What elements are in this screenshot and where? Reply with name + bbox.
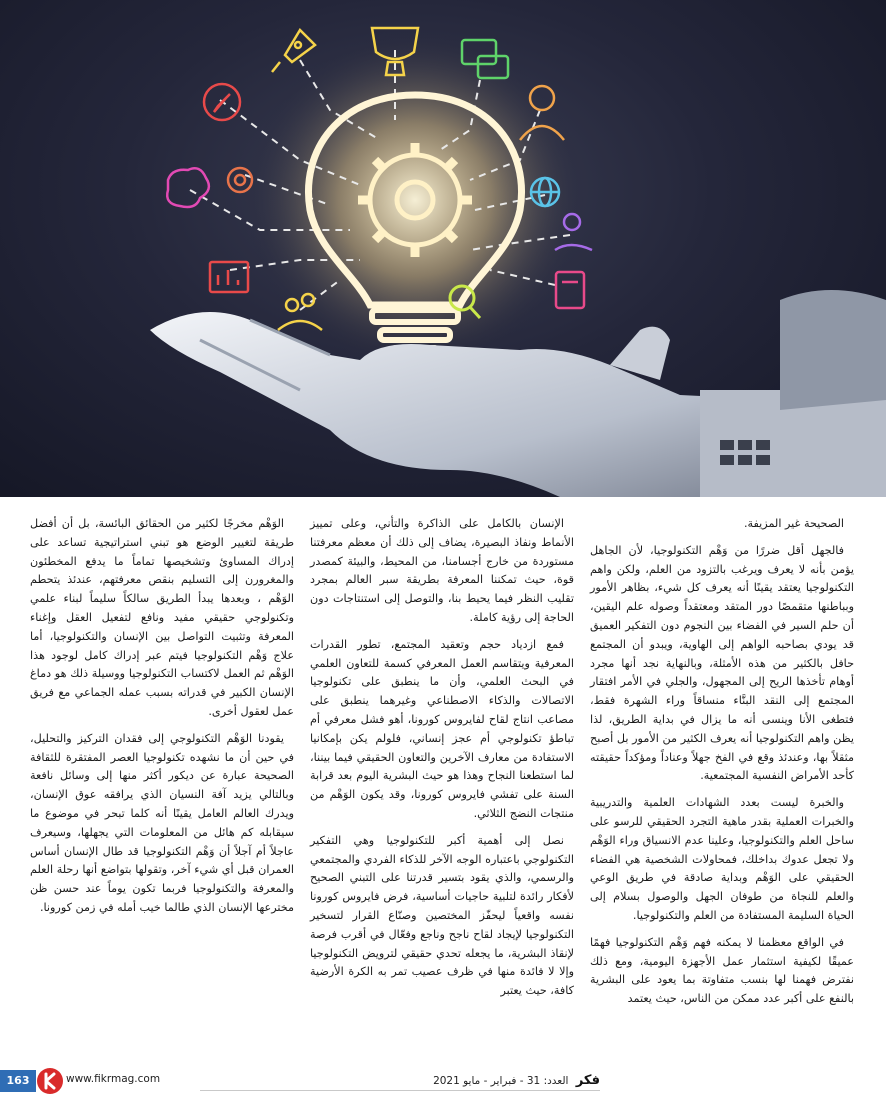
- hero-image: [0, 0, 886, 497]
- brand-name: فكر: [575, 1073, 600, 1088]
- rocket-icon: [272, 30, 315, 72]
- chart-board-icon: [210, 262, 248, 292]
- issue-info: [200, 1073, 600, 1088]
- brain-icon: [167, 168, 209, 207]
- footer-divider: [200, 1090, 600, 1091]
- paragraph: الإنسان بالكامل على الذاكرة والتأني، وعلى تمييز الأنماط ونفاذ البصيرة، يضاف إلى ذلك أن معظم معرفتنا مستوردة من خارج أجسامنا، من المحيط، والبيئة كمصدر قوة، حيث تمكننا المعرفة بطريقة سبر العالم بمجرد تقليب النظر فيما يحيط بنا، والتوصل إلى استنتاجات دون الحاجة إلى رؤية كاملة.: [310, 517, 574, 624]
- paragraph: فمع ازدياد حجم وتعقيد المجتمع، تطور القدرات المعرفية ويتقاسم العمل المعرفي كسمة للتعاون العلمي في البحث العلمي، وأن ما ينطبق على تكنولوجيا الاتصالات والذكاء الاصطناعي وغيرهما ينطبق على مصاعب انتاج لقاح لفايروس كورونا، أهو فشل معرفي أم تباطؤ تكنولوجي أم عجز إنساني، فلولم يكن بإمكانيا الاستفادة من معارف الآخرين والتعاون الحقيقي فيما بيننا، لما استطعنا النجاح وهذا هو حيث البشرية اليوم بعد قرابة السنة على تفشي فايروس كورونا، وقد يكون الوَهْم من منتجات النضج الثلاثي.: [310, 637, 574, 820]
- paragraph: فالجهل أقل ضررًا من وَهْم التكنولوجيا، لأن الجاهل يؤمن بأنه لا يعرف ويرغب بالتزود من العلم، ولكن واهم التكنولوجيا يعتقد يقينًا أنه يعرف كل شيء، بظاهر الأمور وبباطنها متقمصًا دور المتقد ومعتقداً وصوله علم اليقين، أن حلم السير في الفضاء بين النجوم دون التفكير العميق قد يودي بصاحبه الواهم إلى الهاوية، ويبدو أن المجتمع حافل بالكثير من هذه الأمثلة، وبالنهاية نجد أنها مجرد أوهام تأخذها الريح إلى المجهول، والجلي في الأمر افتقار المجتمع إلى النقد البنَّاء منساقاً وراء الشهرة فقط، فتطغى الأنا وينسى أنه ما يزال في بداية الطريق، لذا يظن واهم التكنولوجيا أنه يعرف الكثير من الأمور بل أصبح مثقلاً بها، وعندئذ وقع في الفخ جهلاً وعناداً ومؤكداً حقيقته كأحد الأمراض النفسية المجتمعية.: [590, 543, 854, 783]
- issue-text: العدد: 31 - فبراير - مايو 2021: [433, 1075, 569, 1087]
- column-right: [590, 515, 854, 1017]
- paragraph: الصحيحة غير المزيفة.: [743, 517, 844, 530]
- paragraph: يقودنا الوَهْم التكنولوجي إلى فقدان التركيز والتحليل، في حين أن ما نشهده تكنولوجيا العصر المفتقرة للثقافة الصحيحة عبارة عن ديكور أكثر منها إلى وسائل نافعة وبالتالي يزيد آفة النسيان الذي يرافقه عوق الإنسان، ويدرك العالم العامل يقينًا أنه كلما تبحر في موضوع ما سيقابله كم هائل من المعلومات التي يجهلها، وسيعرف عاجلاً أم آجلاً أن وَهْم التكنولوجيا قد طال الإنسان أساس العمران قبل أي شيء آخر، وتقولها بتواضع أنها رحلة العلم والمعرفة والتكنولوجيا فربما تكون يوماً عند حسن ظن مخترعها الإنسان الذي طالما خيب أمله في زمن كورونا.: [30, 731, 294, 914]
- column-middle: [310, 515, 574, 1009]
- hero-illustration: [0, 0, 886, 497]
- magazine-logo-icon: [37, 1068, 63, 1094]
- website-link[interactable]: www.fikrmag.com: [66, 1073, 161, 1085]
- paragraph: نصل إلى أهمية أكبر للتكنولوجيا وهي التفكير التكنولوجي باعتباره الوجه الآخر للذكاء الفردي والمجتمعي والرسمي، والذي يقود بتسير قدرتنا على التبني الصحيح لأفكار رائدة لتلبية حاجيات أساسية، فرض فايروس كورونا نفسه واقعياً ليحفّز المختصين وصنّاع القرار لتسخير التكنولوجيا لإيجاد لقاح ناجح وناجع وفعّال في أقرب فرصة لإنقاذ البشرية، ما يجعله تحدي حقيقي لترويض التكنولوجيا وإلا لا فائدة منها في ظرف عصيب تمر به الكرة الأرضية كافة، حيث يعتبر: [310, 833, 574, 998]
- paragraph: الوَهْم مخرجًا لكثير من الحقائق البائسة، بل أن أفضل طريقة لتغيير الوضع هو تبني استراتيجية تساعد على إدراك المساوئ وتشخيصها تماماً ما يدفع المخطئون والمغرورن إلى التسليم بنقص معرفتهم، عندئذ يتحطم الوَهْم ، وبعدها يبدأ الطريق سالكاً سليماً لبناء علمي وتكنولوجي حقيقي مفيد ونافع لتفعيل العقل وإغناء المعرفة وتثبيت التواصل بين الإنسان والتكنولوجيا، أما علاج وَهْم التكنولوجيا فيتم عبر إدراك كامل لوجود هذا الوَهْم ثم العمل لاكتساب التكنولوجيا ووسيلة ذلك هو دماغ الإنسان الكبير في قدراته بسبب عمله الجماعي مع فريق عمل لعقول أخرى.: [30, 517, 294, 718]
- column-left: [30, 515, 294, 926]
- page-number: 163: [0, 1070, 36, 1092]
- paragraph: في الواقع معظمنا لا يمكنه فهم وَهْم التكنولوجيا فهمًا عميقًا لكيفية استثمار عمل الأجهزة اليومية، ومع ذلك نفترض فهمنا لها بنسب متفاوتة بما يعود على البشرية بالنفع على أكبر عدد ممكن من الناس، حيث يعتمد: [590, 935, 854, 1006]
- compass-icon: [204, 84, 240, 120]
- paragraph: والخبرة ليست بعدد الشهادات العلمية والتدريبية والخبرات العملية بقدر ماهية التجرد الحقيقي للرسو على ساحل العلم والتكنولوجيا، وعلينا عدم الانسياق وراء الوَهْم ولا تجعل عدوك بداخلك، فمحاولات الشخصية هي الفضاء الحقيقي على الوَهْم وبداية صادقة في طريق الوعي والعلم للنجاة من طوفان الجهل والوصول بسلام إلى الحياة السليمة المستفادة من العلم والتكنولوجيا.: [590, 796, 854, 922]
